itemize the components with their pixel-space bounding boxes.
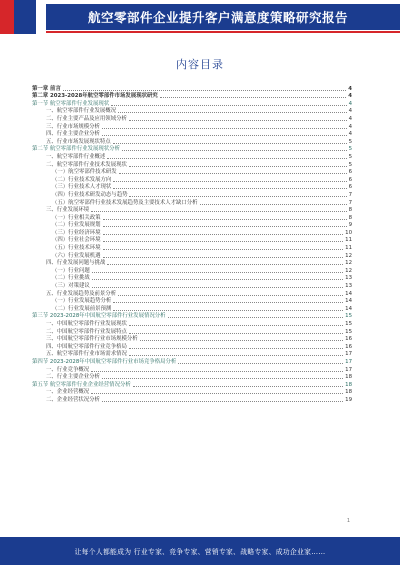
- toc-heading: 内容目录: [176, 58, 224, 71]
- toc-entry-page: 18: [345, 381, 352, 388]
- toc-entry-title: （五）行业技术环境: [52, 245, 101, 252]
- toc-entry-title: （一）行业问题: [52, 267, 90, 274]
- toc-entry-title: 二、行业主要企业分析: [46, 374, 100, 381]
- toc-entry-title: （一）行业发展趋势分析: [52, 298, 112, 305]
- toc-leader-dots: [129, 325, 343, 326]
- toc-entry[interactable]: [32, 145, 352, 153]
- toc-leader-dots: [102, 401, 343, 402]
- toc-leader-dots: [103, 257, 344, 258]
- toc-leader-dots: [107, 264, 343, 265]
- header-red-stripe: [0, 0, 14, 34]
- toc-entry-title: 二、行业主要产品及应用领域分析: [46, 115, 127, 122]
- toc-entry[interactable]: [32, 175, 352, 183]
- toc-entry-title: 第一节 航空零部件行业发展现状: [32, 100, 110, 107]
- toc-entry-page: 14: [345, 298, 352, 305]
- toc-entry[interactable]: [32, 160, 352, 168]
- toc-leader-dots: [113, 188, 346, 189]
- toc-entry-title: 四、中国航空零部件行业竞争格局: [46, 343, 127, 350]
- toc-entry-title: （四）行业技术研发动态与趋势: [52, 191, 128, 198]
- toc-leader-dots: [91, 371, 343, 372]
- toc-leader-dots: [103, 219, 347, 220]
- toc-entry[interactable]: [32, 190, 352, 198]
- toc-entry[interactable]: [32, 168, 352, 176]
- toc-entry-page: 15: [345, 328, 352, 335]
- toc-entry-page: 10: [345, 229, 352, 236]
- toc-entry-page: 5: [348, 161, 352, 168]
- toc-leader-dots: [129, 196, 346, 197]
- toc-entry[interactable]: [32, 365, 352, 373]
- toc-entry-title: 第二节 航空零部件行业发展现状分析: [32, 146, 120, 153]
- toc-entry[interactable]: [32, 335, 352, 343]
- page-number: 1: [346, 518, 350, 524]
- toc-entry-title: （一）航空零部件技术研发: [52, 169, 117, 176]
- toc-entry[interactable]: [32, 221, 352, 229]
- toc-entry-title: （四）行业社会环境: [52, 237, 101, 244]
- toc-leader-dots: [103, 234, 344, 235]
- toc-entry-title: 二、中国航空零部件行业发展特点: [46, 328, 127, 335]
- toc-leader-dots: [129, 166, 347, 167]
- toc-entry-title: 第五节 航空零部件行业企业经营情况分析: [32, 381, 131, 388]
- toc-entry[interactable]: [32, 213, 352, 221]
- toc-entry-title: 五、行业发展趋势及前景分析: [46, 290, 117, 297]
- toc-entry-page: 12: [345, 252, 352, 259]
- toc-entry-title: （二）行业发展规划: [52, 222, 101, 229]
- toc-entry[interactable]: [32, 228, 352, 236]
- report-title: 航空零部件企业提升客户满意度策略研究报告: [46, 4, 400, 30]
- toc-leader-dots: [103, 241, 344, 242]
- toc-entry-page: 4: [348, 93, 352, 100]
- toc-entry-page: 15: [345, 313, 352, 320]
- toc-entry-title: 五、航空零部件行业市场需求情况: [46, 351, 127, 358]
- toc-entry-title: 一、企业经营概况: [46, 389, 90, 396]
- toc-leader-dots: [102, 378, 343, 379]
- toc-entry[interactable]: [32, 373, 352, 381]
- toc-entry-title: 三、中国航空零部件行业市场规模分析: [46, 336, 138, 343]
- toc-entry[interactable]: [32, 198, 352, 206]
- toc-entry[interactable]: [32, 312, 352, 320]
- toc-entry-title: 一、航空零部件行业发展概况: [46, 108, 117, 115]
- toc-leader-dots: [92, 287, 343, 288]
- report-footer: [0, 537, 400, 565]
- toc-leader-dots: [63, 90, 346, 91]
- toc-entry[interactable]: [32, 395, 352, 403]
- toc-leader-dots: [103, 249, 344, 250]
- toc-entry-page: 12: [345, 267, 352, 274]
- toc-entry[interactable]: [32, 357, 352, 365]
- toc-entry[interactable]: [32, 266, 352, 274]
- toc-leader-dots: [111, 105, 346, 106]
- toc-entry-page: 11: [345, 245, 352, 252]
- toc-leader-dots: [102, 128, 347, 129]
- toc-entry-title: （三）行业技术人才现状: [52, 184, 112, 191]
- footer-slogan: 让每个人都能成为 行业专家、竞争专家、营销专家、战略专家、成功企业家……: [74, 548, 326, 556]
- toc-leader-dots: [129, 355, 343, 356]
- toc-entry-page: 8: [348, 207, 352, 214]
- toc-entry-page: 4: [348, 123, 352, 130]
- toc-leader-dots: [133, 386, 343, 387]
- toc-leader-dots: [92, 279, 343, 280]
- toc-leader-dots: [118, 295, 343, 296]
- toc-entry-page: 16: [345, 343, 352, 350]
- toc-leader-dots: [129, 333, 343, 334]
- toc-entry-page: 4: [348, 115, 352, 122]
- toc-entry-page: 5: [348, 138, 352, 145]
- toc-leader-dots: [140, 340, 343, 341]
- toc-entry[interactable]: [32, 243, 352, 251]
- toc-entry-page: 17: [345, 358, 352, 365]
- toc-leader-dots: [129, 348, 343, 349]
- toc-leader-dots: [178, 363, 343, 364]
- toc-leader-dots: [160, 97, 346, 98]
- toc-entry[interactable]: [32, 388, 352, 396]
- toc-entry-page: 6: [348, 184, 352, 191]
- toc-entry-page: 19: [345, 396, 352, 403]
- toc-entry-title: （六）行业发展机遇: [52, 252, 101, 259]
- toc-entry[interactable]: [32, 281, 352, 289]
- toc-entry-title: （三）对策建议: [52, 283, 90, 290]
- toc-entry-page: 17: [345, 351, 352, 358]
- toc-entry-title: 三、行业市场规模分析: [46, 123, 100, 130]
- toc-entry-page: 13: [345, 275, 352, 282]
- toc-entry[interactable]: [32, 380, 352, 388]
- toc-entry-title: 一、航空零部件行业概述: [46, 153, 106, 160]
- table-of-contents: [32, 84, 352, 516]
- toc-entry-page: 4: [348, 108, 352, 115]
- toc-leader-dots: [200, 204, 347, 205]
- toc-leader-dots: [129, 120, 347, 121]
- toc-entry-title: 第四节 2023-2028年中国航空零部件行业市场竞争格局分析: [32, 358, 177, 365]
- toc-leader-dots: [113, 302, 343, 303]
- toc-entry-page: 4: [348, 100, 352, 107]
- toc-entry-title: 第一章 前言: [32, 85, 61, 92]
- toc-entry-title: 二、航空零部件行业技术发展现状: [46, 161, 127, 168]
- toc-entry[interactable]: [32, 319, 352, 327]
- toc-entry[interactable]: [32, 327, 352, 335]
- toc-entry-title: 三、行业发展环境: [46, 207, 90, 214]
- toc-entry-page: 14: [345, 290, 352, 297]
- toc-entry[interactable]: [32, 274, 352, 282]
- toc-entry-page: 6: [348, 176, 352, 183]
- toc-entry-title: （二）行业挑战: [52, 275, 90, 282]
- toc-entry[interactable]: [32, 251, 352, 259]
- toc-entry-title: （一）行业相关政策: [52, 214, 101, 221]
- toc-leader-dots: [168, 317, 344, 318]
- toc-entry[interactable]: [32, 289, 352, 297]
- toc-entry-title: 第二章 2023-2028年航空零部件市场发展现状研究: [32, 93, 158, 100]
- toc-entry[interactable]: [32, 206, 352, 214]
- toc-entry[interactable]: [32, 122, 352, 130]
- toc-leader-dots: [113, 310, 343, 311]
- toc-entry-page: 18: [345, 389, 352, 396]
- toc-entry-page: 5: [348, 153, 352, 160]
- toc-entry[interactable]: [32, 350, 352, 358]
- toc-entry[interactable]: [32, 304, 352, 312]
- toc-entry-title: 五、行业市场发展现状特点: [46, 138, 111, 145]
- toc-entry-page: 11: [345, 237, 352, 244]
- toc-entry-title: 一、行业竞争概况: [46, 366, 90, 373]
- toc-entry-page: 7: [348, 199, 352, 206]
- toc-entry[interactable]: [32, 297, 352, 305]
- header-red-line: [46, 31, 400, 33]
- toc-leader-dots: [113, 143, 347, 144]
- toc-entry[interactable]: [32, 236, 352, 244]
- toc-leader-dots: [103, 226, 347, 227]
- toc-entry-page: 14: [345, 305, 352, 312]
- toc-entry-title: 第三节 2023-2028年中国航空零部件行业发展情况分析: [32, 313, 166, 320]
- toc-entry-title: （二）行业技术发展方向: [52, 176, 112, 183]
- toc-entry-page: 8: [348, 214, 352, 221]
- toc-entry-page: 13: [345, 283, 352, 290]
- toc-entry-page: 6: [348, 169, 352, 176]
- toc-entry[interactable]: [32, 107, 352, 115]
- toc-entry-title: 二、企业经营状况分析: [46, 396, 100, 403]
- toc-entry[interactable]: [32, 130, 352, 138]
- toc-leader-dots: [107, 158, 346, 159]
- toc-entry[interactable]: [32, 114, 352, 122]
- toc-entry-title: （三）行业经济环境: [52, 229, 101, 236]
- toc-leader-dots: [91, 211, 346, 212]
- toc-leader-dots: [118, 112, 346, 113]
- toc-entry-title: （五）航空零部件行业技术发展趋势及主要技术人才缺口分析: [52, 199, 198, 206]
- toc-entry[interactable]: [32, 183, 352, 191]
- toc-entry[interactable]: [32, 99, 352, 107]
- toc-entry[interactable]: [32, 259, 352, 267]
- toc-entry-page: 4: [348, 131, 352, 138]
- toc-entry[interactable]: [32, 342, 352, 350]
- toc-leader-dots: [122, 150, 347, 151]
- toc-entry-page: 12: [345, 260, 352, 267]
- toc-entry-page: 17: [345, 366, 352, 373]
- toc-leader-dots: [113, 181, 346, 182]
- toc-leader-dots: [119, 173, 347, 174]
- toc-entry-page: 9: [348, 222, 352, 229]
- report-header: [0, 0, 400, 34]
- toc-entry-page: 7: [348, 191, 352, 198]
- toc-entry-page: 18: [345, 374, 352, 381]
- toc-entry-page: 15: [345, 321, 352, 327]
- toc-entry-title: 四、行业发展问题与挑战: [46, 260, 106, 267]
- toc-entry-title: （二）行业发展前景预测: [52, 305, 112, 312]
- toc-entry[interactable]: [32, 84, 352, 92]
- toc-entry[interactable]: [32, 92, 352, 100]
- toc-entry-page: 4: [348, 85, 352, 92]
- toc-entry-title: 一、中国航空零部件行业发展现状: [46, 321, 127, 327]
- toc-leader-dots: [92, 272, 343, 273]
- toc-entry-page: 16: [345, 336, 352, 343]
- toc-entry[interactable]: [32, 137, 352, 145]
- toc-entry[interactable]: [32, 152, 352, 160]
- toc-entry-page: 5: [348, 146, 352, 153]
- toc-leader-dots: [102, 135, 347, 136]
- toc-entry-title: 四、行业主要企业分析: [46, 131, 100, 138]
- toc-leader-dots: [91, 393, 343, 394]
